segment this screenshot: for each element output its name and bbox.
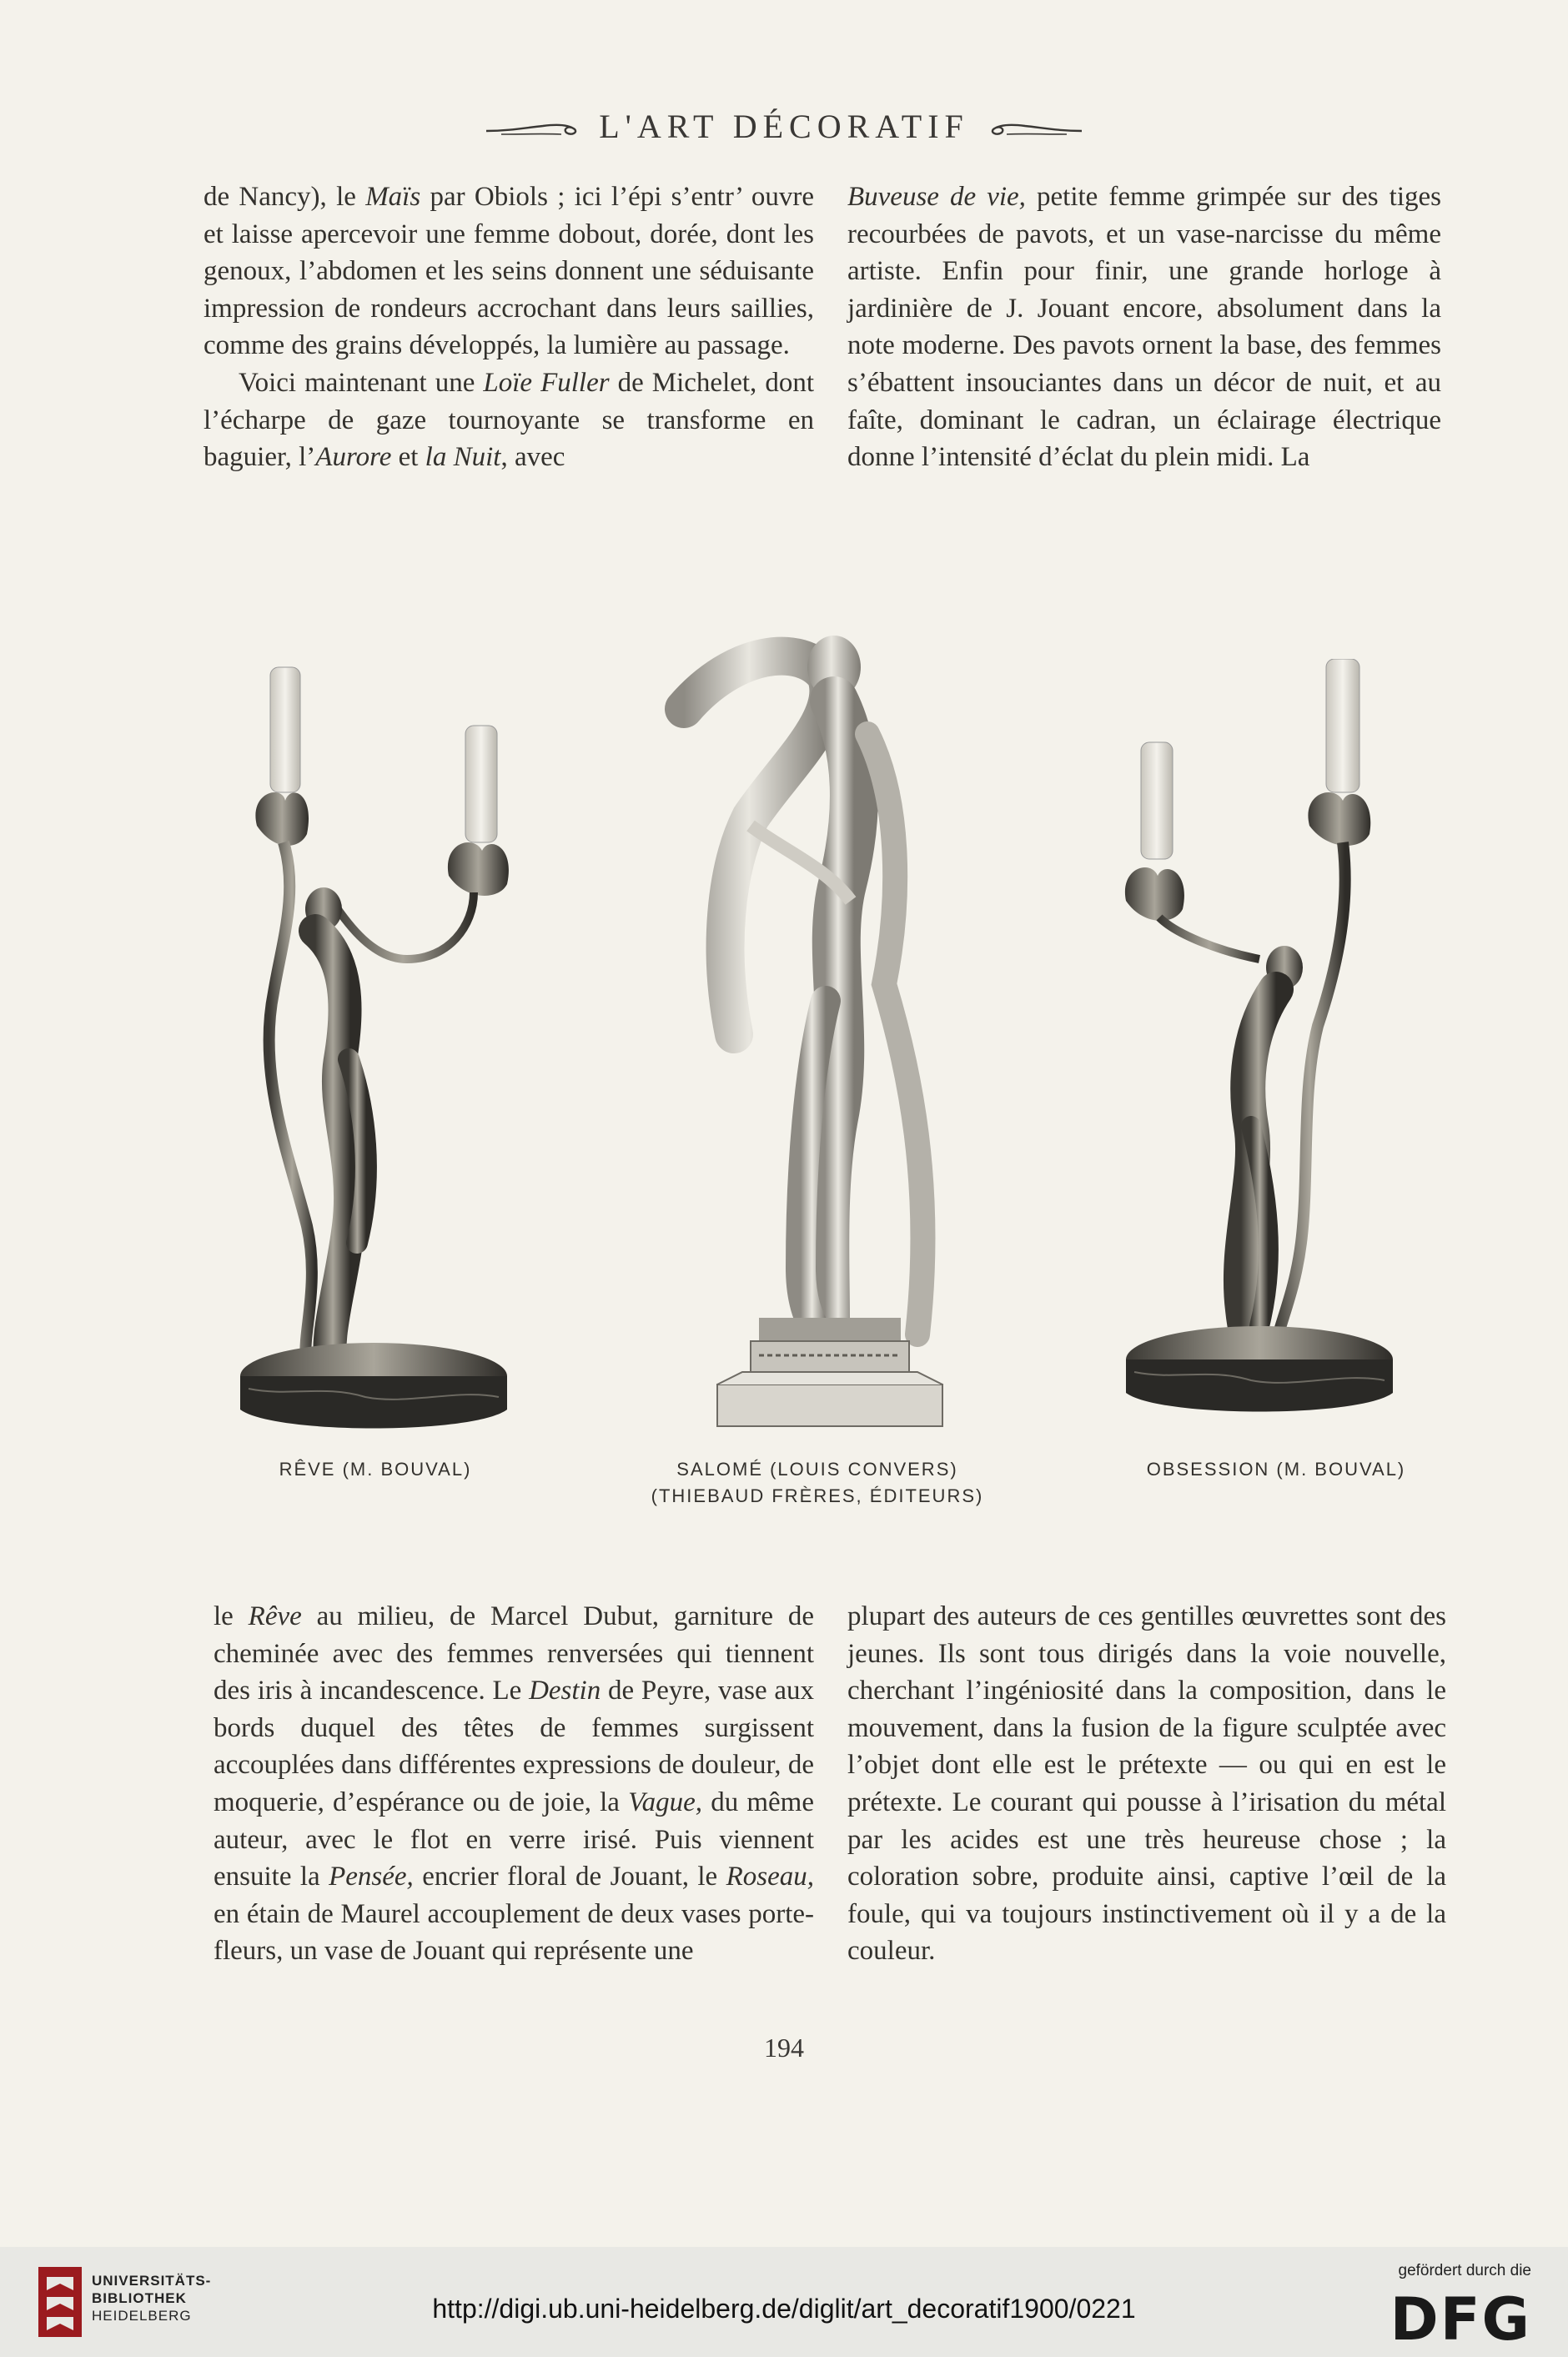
text-run: petite femme grimpée sur des tiges recourbées de pavots, et un vase-narcisse du même artiste. Enfin pour finir, une grande horloge à jardinière de J. Jouant encore, absolument dans la note moderne. Des pavots ornent la base, des femmes s’ébattent insouciantes dans un décor de nuit, et au faîte, dominant le cadran, un éclairage électrique donne l’intensité d’éclat du plein midi. La (847, 182, 1441, 473)
text-run: encrier floral de Jouant, le (413, 1862, 726, 1892)
right-ornament-icon (983, 119, 1083, 141)
caption-obsession: OBSESSION (M. BOUVAL) (1146, 1459, 1406, 1480)
text-column-bottom-left (214, 1598, 814, 1970)
running-header (0, 107, 1568, 146)
text-run: de Michelet, dont l’écharpe de gaze tournoyante se transforme en baguier, l’ (204, 367, 814, 473)
italic-title: Pensée, (329, 1862, 414, 1892)
institution-name: UNIVERSITÄTS- BIBLIOTHEK HEIDELBERG (92, 2273, 212, 2324)
paragraph (204, 178, 814, 364)
caption-salome-line2: (THIEBAUD FRÈRES, ÉDITEURS) (651, 1485, 984, 1506)
header-title: L'ART DÉCORATIF (599, 108, 969, 145)
text-run: Voici maintenant une (239, 367, 484, 398)
reve-candelabra-illustration (224, 642, 524, 1443)
italic-title: Destin (529, 1676, 601, 1706)
text-run: plupart des auteurs de ces gentilles œuvrettes sont des jeunes. Ils sont tous dirigés dans la voie nouvelle, cherchant l’ingéniosité dans la composition, dans le mouvement, dans la fusion de la figure sculptée avec l’objet dont elle est le prétexte — ou qui en est le prétexte. Le courant qui pousse à l’irisation du métal par les acides est une très heureuse chose ; la coloration sobre, produite ainsi, captive l’œil de la foule, qui va toujours instinctivement où il y a de la couleur. (847, 1601, 1446, 1967)
text-run: de Nancy), le (204, 182, 366, 212)
caption-reve: RÊVE (M. BOUVAL) (279, 1459, 472, 1480)
source-url-link[interactable]: http://digi.ub.uni-heidelberg.de/diglit/art_decoratif1900/0221 (432, 2294, 1136, 2324)
text-column-top-left (204, 178, 814, 476)
funded-by-label: gefördert durch die (1398, 2262, 1531, 2279)
text-run: le (214, 1601, 249, 1631)
left-ornament-icon (485, 119, 585, 141)
paragraph (214, 1598, 814, 1970)
salome-statue-illustration (634, 601, 967, 1435)
page-number: 194 (764, 2033, 804, 2063)
dfg-logo: DFG (1390, 2285, 1531, 2354)
italic-title: Maïs (365, 182, 421, 212)
italic-title: Rêve (248, 1601, 302, 1631)
caption-salome (634, 1456, 1001, 1510)
text-run: , avec (500, 442, 565, 473)
text-run: en étain de Maurel accouplement de deux vases porte-fleurs, un vase de Jouant qui représente une (214, 1898, 814, 1967)
caption-salome-line1: SALOMÉ (LOUIS CONVERS) (676, 1459, 958, 1480)
italic-title: la Nuit (425, 442, 501, 473)
italic-title: Aurore (315, 442, 392, 473)
italic-title: Loïe Fuller (483, 367, 610, 398)
text-run: du même auteur, avec le flot en verre irisé. Puis viennent ensuite la (214, 1787, 814, 1892)
footer-bar (0, 2247, 1568, 2357)
italic-title: Vague, (628, 1787, 703, 1817)
italic-title: Buveuse de vie, (847, 182, 1026, 212)
text-column-top-right (847, 178, 1441, 476)
text-run: au milieu, de Marcel Dubut, garniture de cheminée avec des femmes renversées qui tiennent des iris à incandescence. Le (214, 1601, 814, 1706)
paragraph (204, 364, 814, 476)
italic-title: Roseau, (726, 1862, 815, 1892)
text-run: et (391, 442, 425, 473)
text-column-bottom-right (847, 1598, 1446, 1970)
text-run: de Peyre, vase aux bords duquel des têtes de femmes surgissent accouplées dans différentes expressions de douleur, de moquerie, d’espérance ou de joie, la (214, 1676, 814, 1817)
obsession-candelabra-illustration (1101, 659, 1418, 1426)
text-run: par Obiols ; ici l’épi s’entr’ ouvre et laisse apercevoir une femme dobout, dorée, dont les genoux, l’abdomen et les seins donnent une séduisante impression de rondeurs accrochant dans leurs saillies, comme des grains développés, la lumière au passage. (204, 182, 814, 361)
paragraph (847, 178, 1441, 476)
paragraph (847, 1598, 1446, 1970)
